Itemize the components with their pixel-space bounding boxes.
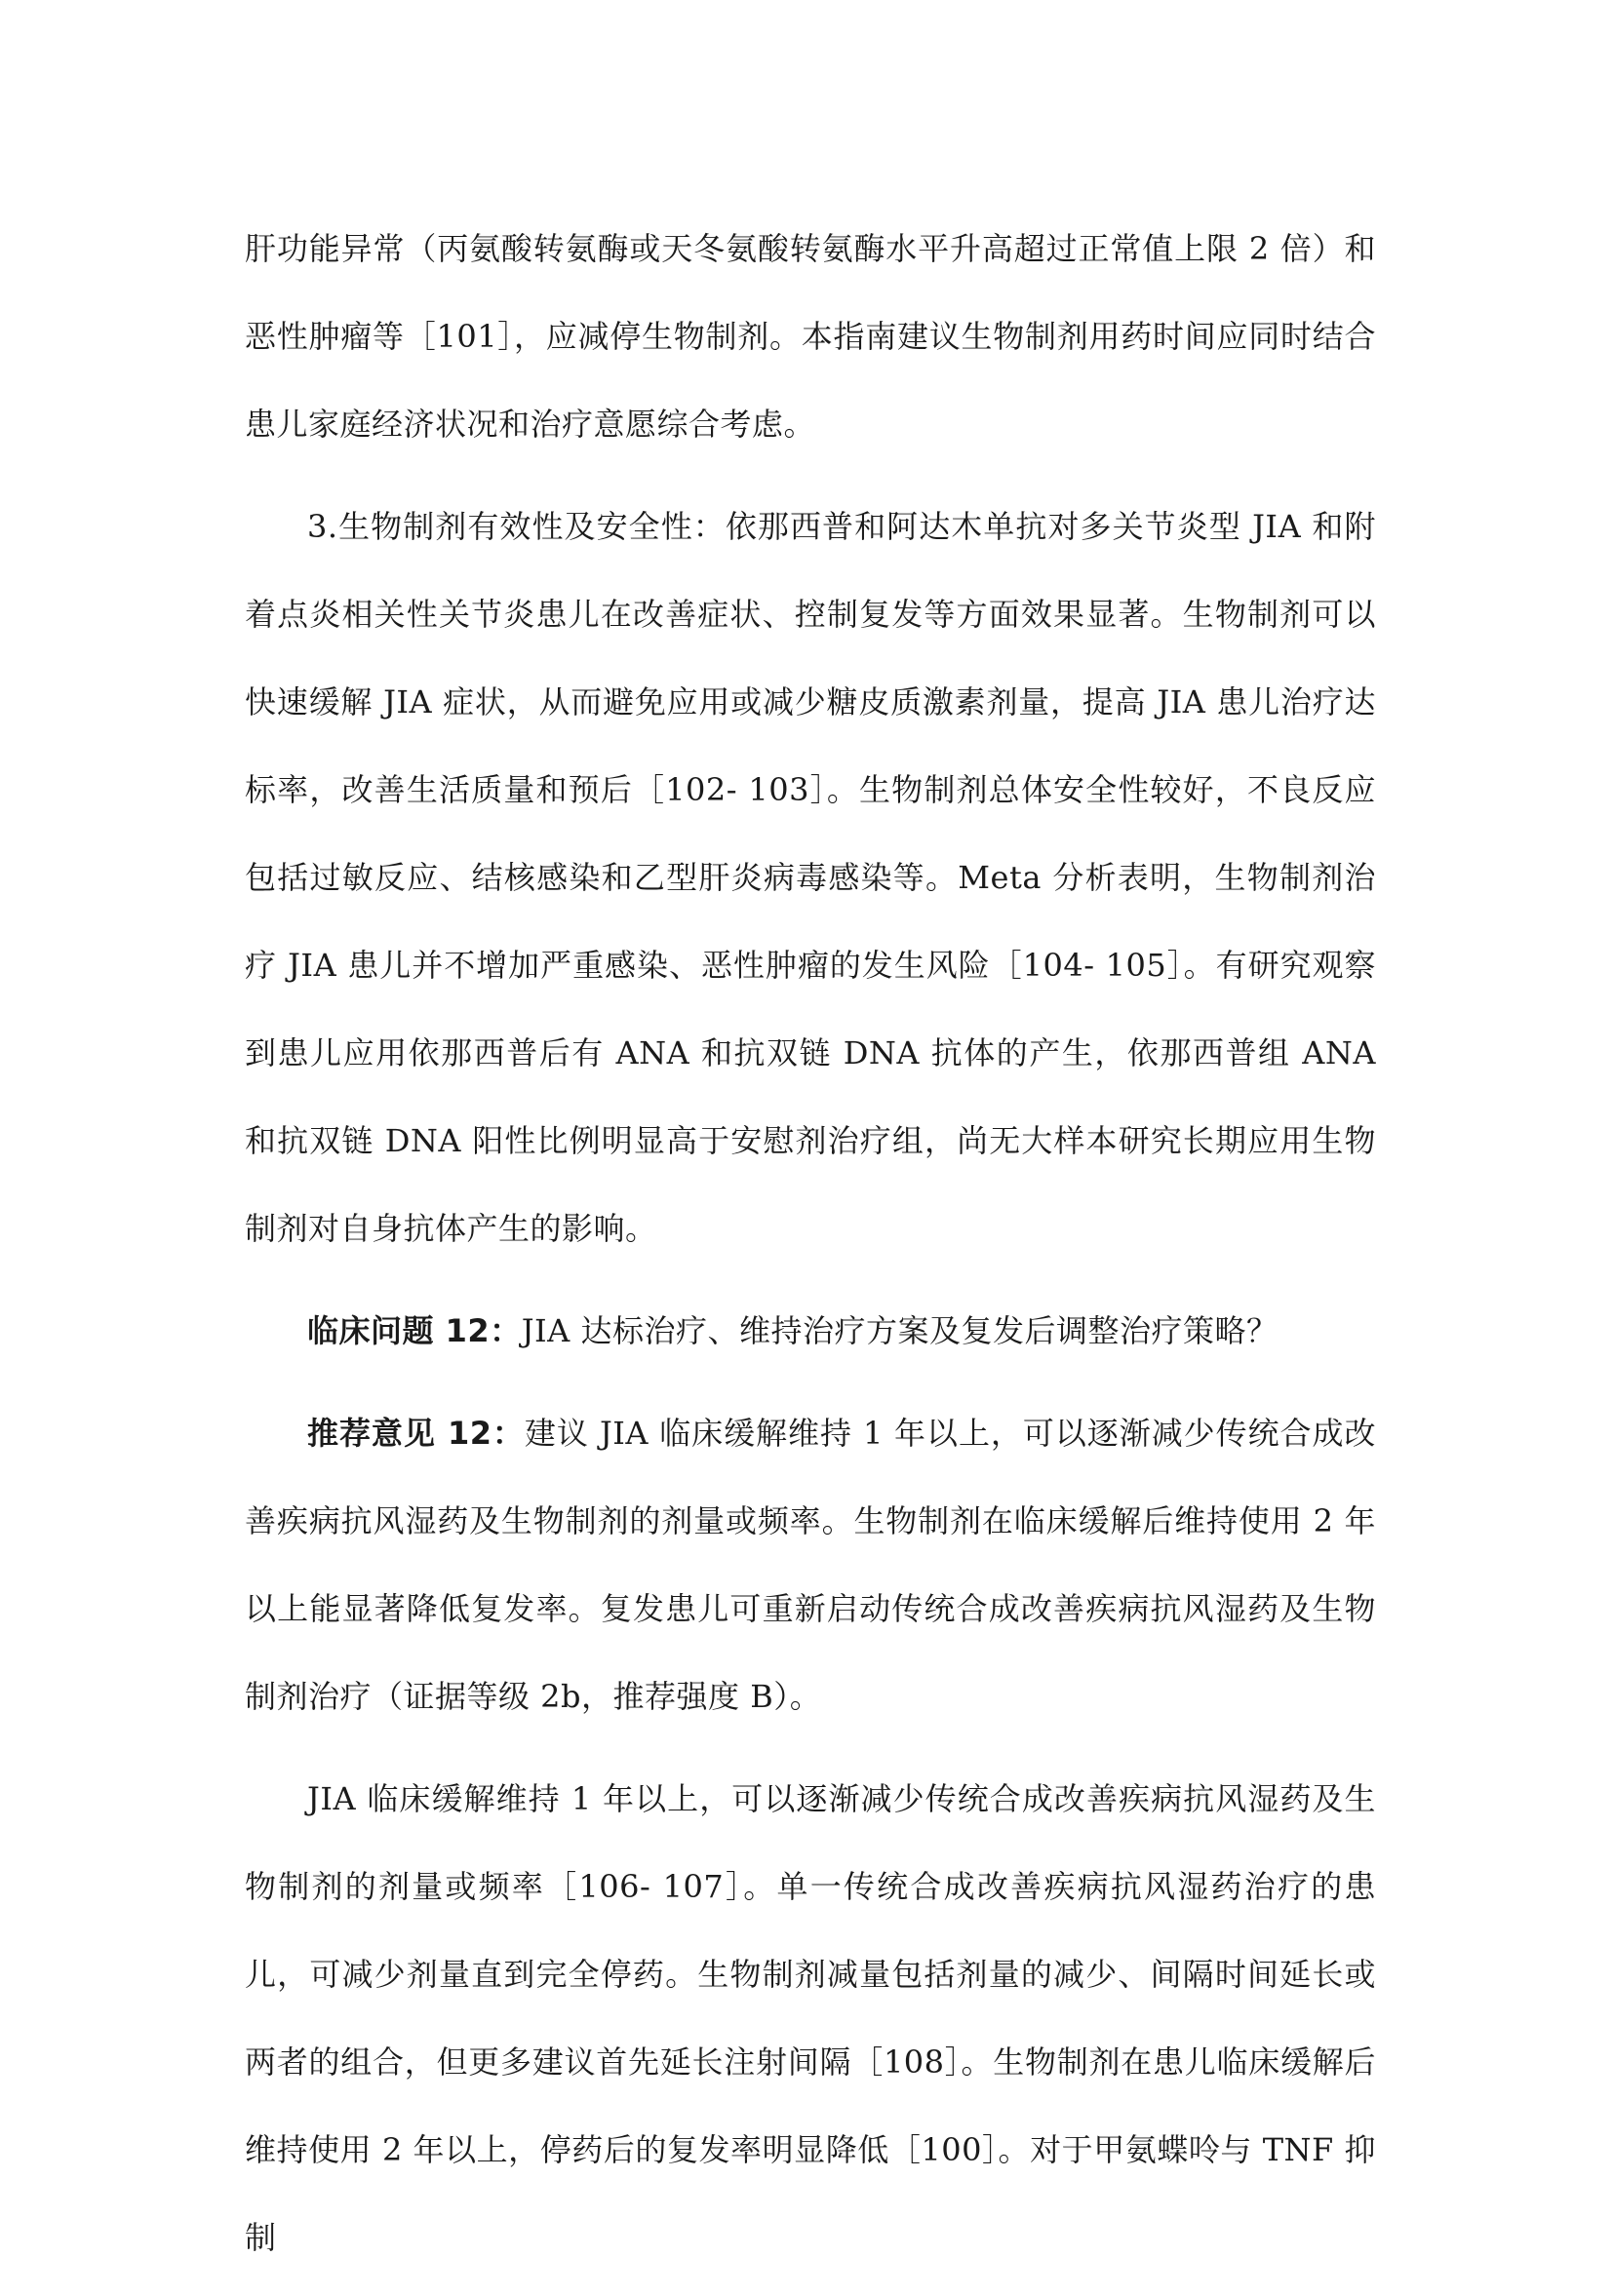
recommendation-label: 推荐意见 12： — [307, 1415, 525, 1452]
recommendation-12 — [245, 1389, 1376, 1740]
document-page — [245, 205, 1376, 2296]
paragraph-liver-malignancy: 肝功能异常（丙氨酸转氨酶或天冬氨酸转氨酶水平升高超过正常值上限 2 倍）和恶性肿瘤等［101］，应减停生物制剂。本指南建议生物制剂用药时间应同时结合患儿家庭经济状况和治疗意愿综合考虑。 — [245, 230, 1376, 443]
paragraph-biologics-efficacy-safety: 3.生物制剂有效性及安全性：依那西普和阿达木单抗对多关节炎型 JIA 和附着点炎相关性关节炎患儿在改善症状、控制复发等方面效果显著。生物制剂可以快速缓解 JIA 症状，从而避免应用或减少糖皮质激素剂量，提高 JIA 患儿治疗达标率，改善生活质量和预后［102- 103］。生物制剂总体安全性较好，不良反应包括过敏反应、结核感染和乙型肝炎病毒感染等。Meta 分析表明，生物制剂治疗 JIA 患儿并不增加严重感染、恶性肿瘤的发生风险［104- 105］。有研究观察到患儿应用依那西普后有 ANA 和抗双链 DNA 抗体的产生，依那西普组 ANA 和抗双链 DNA 阳性比例明显高于安慰剂治疗组，尚无大样本研究长期应用生物制剂对自身抗体产生的影响。 — [245, 508, 1376, 1247]
clinical-question-label: 临床问题 12： — [307, 1312, 522, 1349]
clinical-question-text: JIA 达标治疗、维持治疗方案及复发后调整治疗策略？ — [521, 1312, 1279, 1349]
clinical-question-12 — [245, 1287, 1376, 1375]
paragraph-remission-maintenance: JIA 临床缓解维持 1 年以上，可以逐渐减少传统合成改善疾病抗风湿药及生物制剂的剂量或频率［106- 107］。单一传统合成改善疾病抗风湿药治疗的患儿，可减少剂量直到完全停药。生物制剂减量包括剂量的减少、间隔时间延长或两者的组合，但更多建议首先延长注射间隔［108］。生物制剂在患儿临床缓解后维持使用 2 年以上，停药后的复发率明显降低［100］。对于甲氨蝶呤与 TNF 抑制 — [245, 1780, 1376, 2256]
recommendation-text: 建议 JIA 临床缓解维持 1 年以上，可以逐渐减少传统合成改善疾病抗风湿药及生物制剂的剂量或频率。生物制剂在临床缓解后维持使用 2 年以上能显著降低复发率。复发患儿可重新启动传统合成改善疾病抗风湿药及生物制剂治疗（证据等级 2b，推荐强度 B）。 — [245, 1415, 1376, 1715]
